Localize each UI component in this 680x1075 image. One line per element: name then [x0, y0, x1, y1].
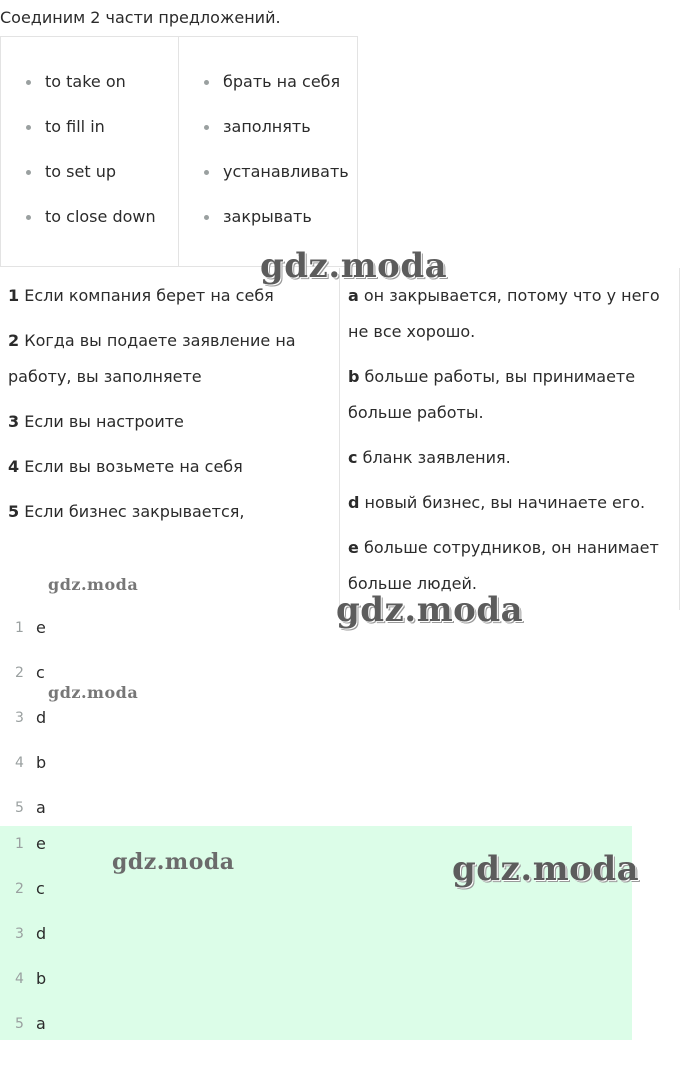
- page-title: Соединим 2 части предложений.: [0, 8, 281, 27]
- sentence-endings-column: [340, 268, 680, 610]
- watermark: gdz.moda: [452, 849, 640, 889]
- bullet-icon: [26, 125, 31, 130]
- sentence-beginning: 1 Если компания берет на себя: [8, 286, 274, 305]
- answer-row: 3 d: [15, 708, 47, 727]
- answer-row: 5 a: [15, 1014, 46, 1033]
- bullet-icon: [204, 215, 209, 220]
- vocabulary-russian-column: [179, 37, 357, 266]
- sentence-beginning: 2 Когда вы подаете заявление на работу, вы заполняете: [8, 331, 296, 386]
- answer-row: 3 d: [15, 924, 47, 943]
- vocabulary-table: [0, 36, 358, 267]
- answer-row: 1 e: [15, 618, 46, 637]
- sentence-beginnings-column: [0, 268, 340, 610]
- bullet-icon: [26, 170, 31, 175]
- vocabulary-item: заполнять: [223, 116, 311, 138]
- answer-row: 2 c: [15, 663, 45, 682]
- vocabulary-english-column: [1, 37, 179, 266]
- sentence-beginning: 4 Если вы возьмете на себя: [8, 457, 243, 476]
- watermark: gdz.moda: [336, 590, 524, 630]
- watermark: gdz.moda: [112, 849, 235, 875]
- vocabulary-item: to set up: [45, 161, 116, 183]
- bullet-icon: [26, 80, 31, 85]
- sentence-ending: a он закрывается, потому что у него не все хорошо.: [348, 286, 660, 341]
- sentence-ending: e больше сотрудников, он нанимает больше людей.: [348, 538, 659, 593]
- answer-row: 2 c: [15, 879, 45, 898]
- vocabulary-item: устанавливать: [223, 161, 349, 183]
- answer-row: 5 a: [15, 798, 46, 817]
- watermark: gdz.moda: [48, 683, 139, 702]
- sentence-ending: d новый бизнес, вы начинаете его.: [348, 493, 646, 512]
- vocabulary-item: закрывать: [223, 206, 312, 228]
- bullet-icon: [204, 125, 209, 130]
- vocabulary-item: брать на себя: [223, 71, 340, 93]
- answer-row: 4 b: [15, 969, 47, 988]
- vocabulary-item: to close down: [45, 206, 156, 228]
- answer-list: [0, 620, 632, 825]
- sentence-parts-table: [0, 268, 680, 610]
- sentence-ending: b больше работы, вы принимаете больше работы.: [348, 367, 636, 422]
- vocabulary-item: to take on: [45, 71, 126, 93]
- sentence-beginning: 5 Если бизнес закрывается,: [8, 502, 245, 521]
- answer-row: 4 b: [15, 753, 47, 772]
- bullet-icon: [204, 170, 209, 175]
- sentence-ending: c бланк заявления.: [348, 448, 511, 467]
- watermark: gdz.moda: [260, 246, 448, 286]
- bullet-icon: [204, 80, 209, 85]
- vocabulary-item: to fill in: [45, 116, 105, 138]
- sentence-beginning: 3 Если вы настроите: [8, 412, 184, 431]
- bullet-icon: [26, 215, 31, 220]
- watermark: gdz.moda: [48, 575, 139, 594]
- answer-row: 1 e: [15, 834, 46, 853]
